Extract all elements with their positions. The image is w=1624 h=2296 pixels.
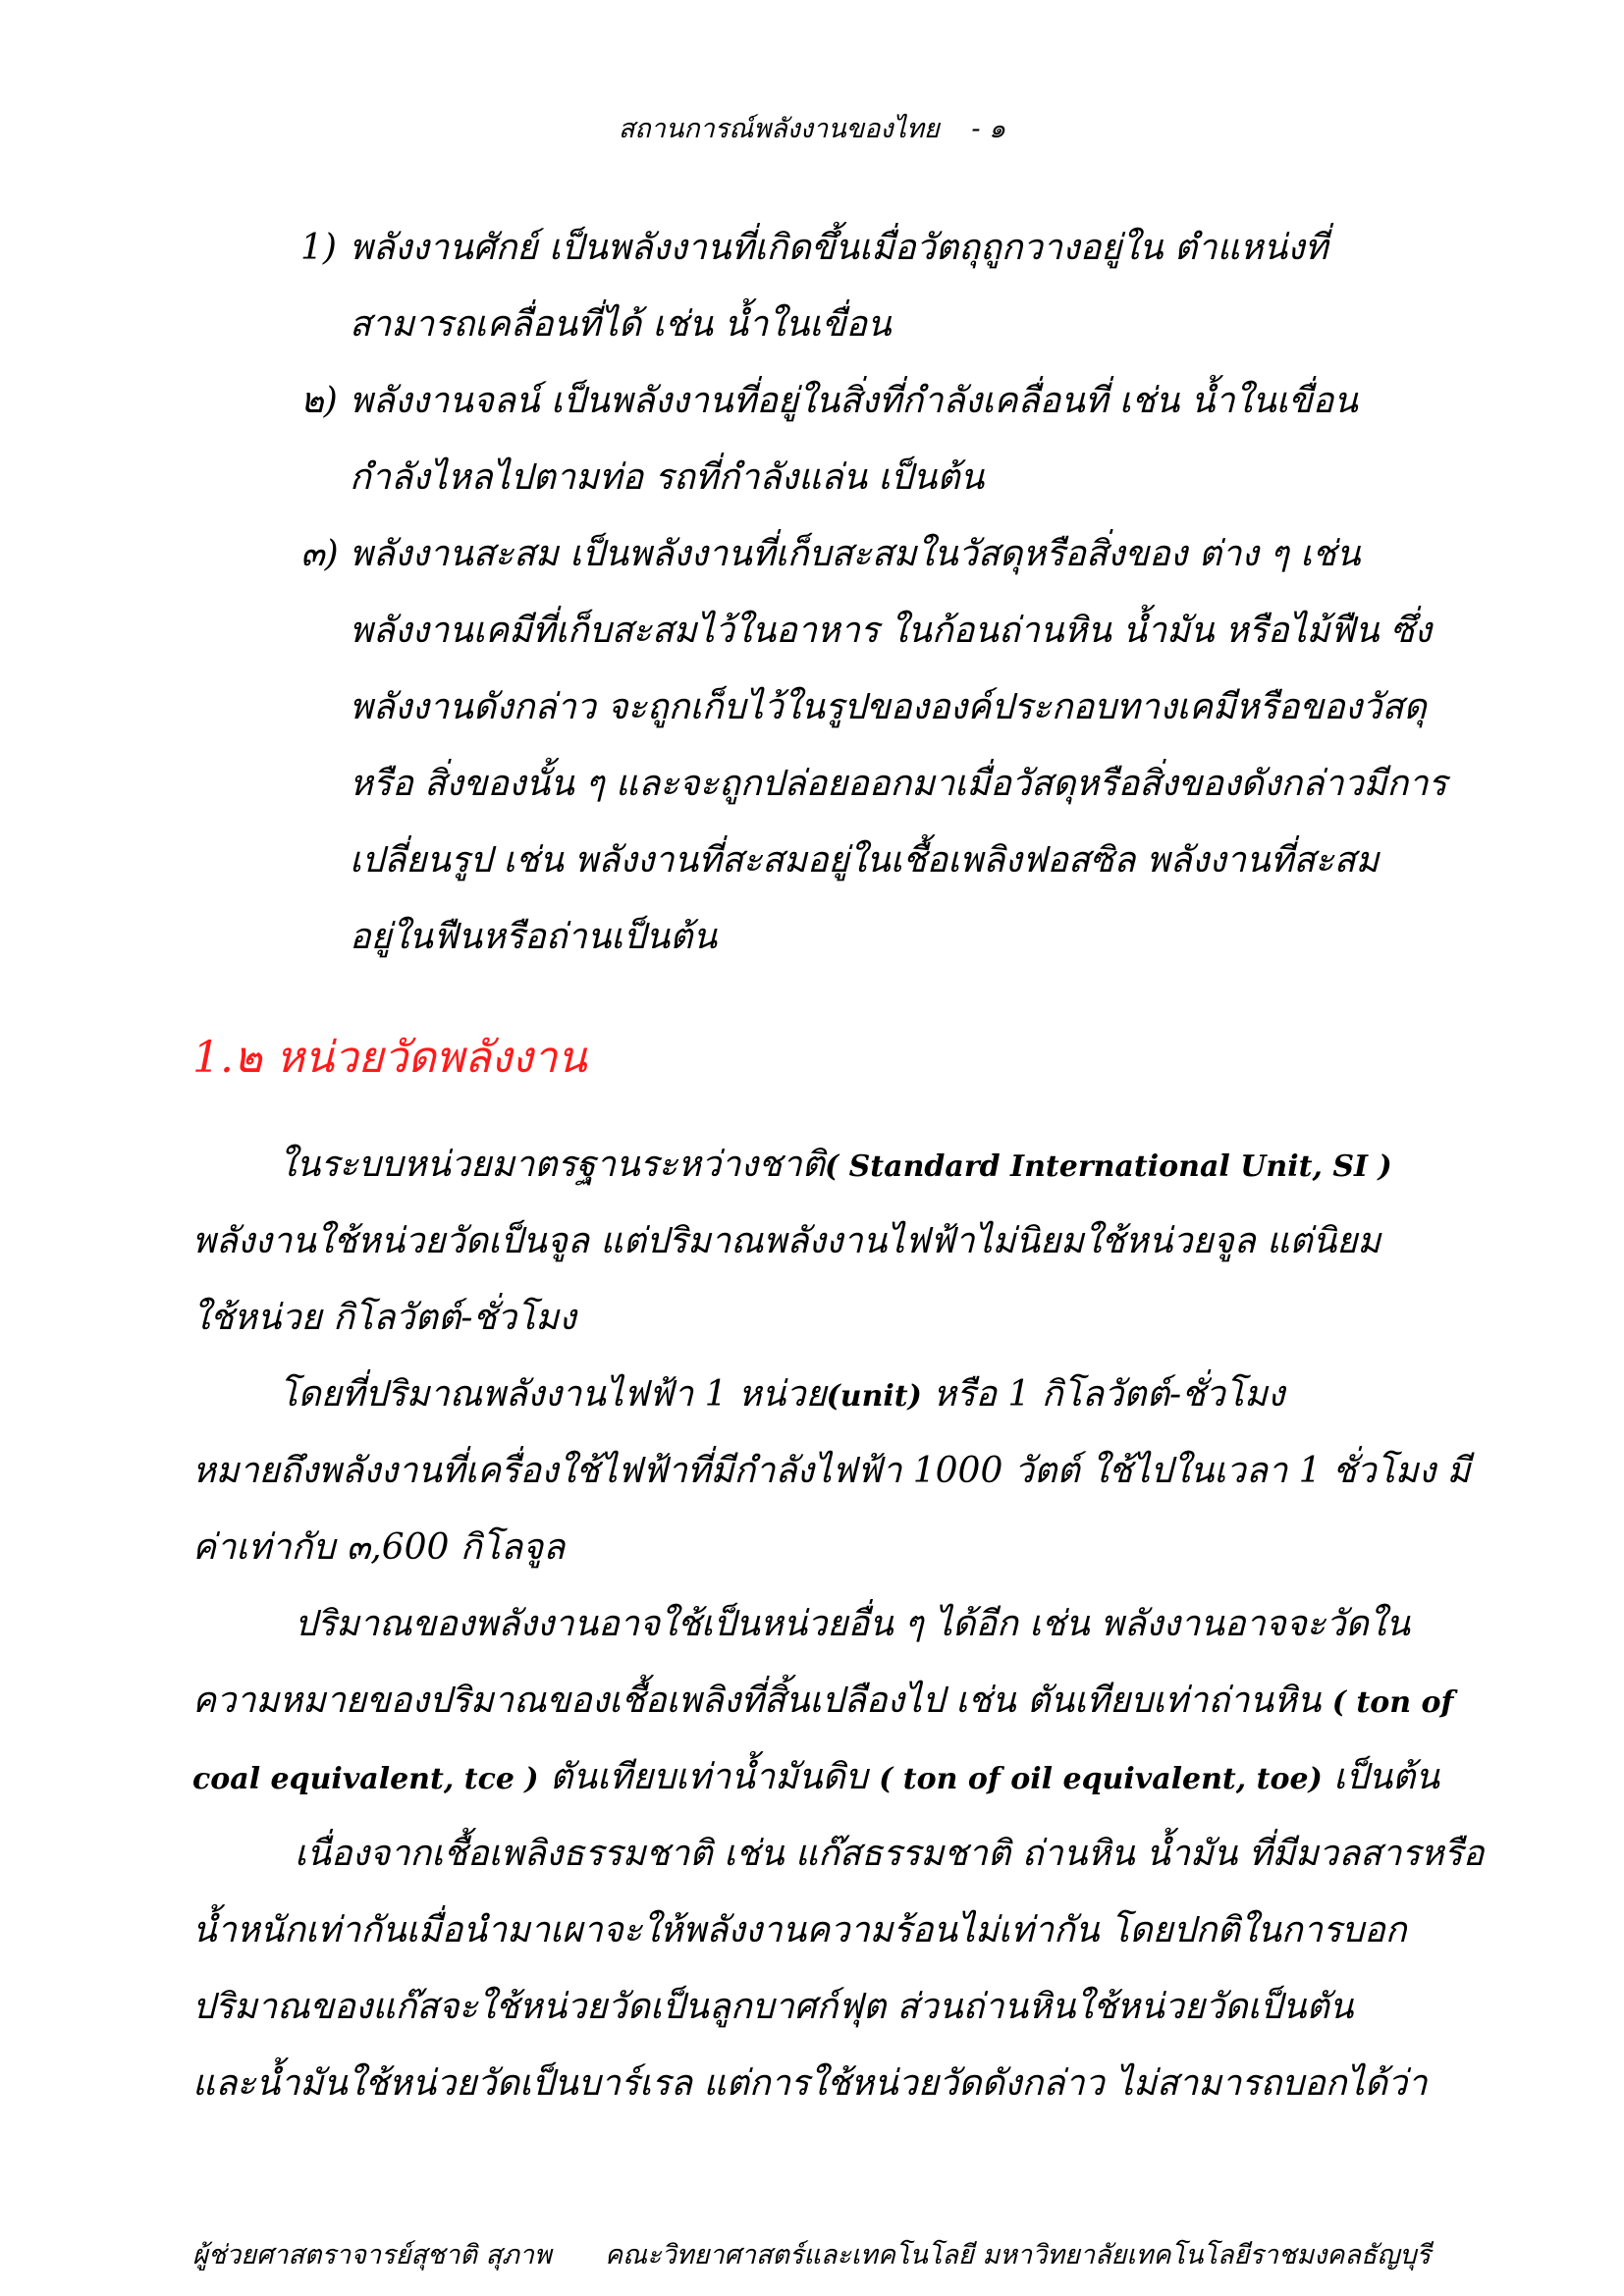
list-text: อยู่ในฟืนหรือถ่านเป็นต้น xyxy=(350,917,718,957)
paragraph-text: ปริมาณของแก๊สจะใช้หน่วยวัดเป็นลูกบาศก์ฟุต ส่วนถ่านหินใช้หน่วยวัดเป็นตัน xyxy=(192,1987,1354,2027)
footer-author: ผู้ช่วยศาสตราจารย์สุชาติ สุภาพ xyxy=(192,2240,552,2270)
paragraph-text: ปริมาณของพลังงานอาจใช้เป็นหน่วยอื่น ๆ ได้อีก เช่น พลังงานอาจจะวัดใน xyxy=(295,1604,1410,1644)
list-text: สามารถเคลื่อนที่ได้ เช่น น้ำในเขื่อน xyxy=(350,304,892,345)
latin-term: ( ton of oil equivalent, toe) xyxy=(879,1762,1323,1796)
list-item xyxy=(192,210,1485,363)
section-heading: 1.๒ หน่วยวัดพลังงาน xyxy=(192,1033,587,1083)
paragraph-text: ใช้หน่วย กิโลวัตต์-ชั่วโมง xyxy=(192,1298,576,1338)
header-title: สถานการณ์พลังงานของไทย xyxy=(618,114,940,144)
paragraph-text: ตันเทียบเท่าน้ำมันดิบ xyxy=(550,1757,868,1797)
page-number: - ๑ xyxy=(971,114,1006,144)
running-footer xyxy=(192,2236,1485,2275)
paragraph-text: พลังงานใช้หน่วยวัดเป็นจูล แต่ปริมาณพลังงานไฟฟ้าไม่นิยมใช้หน่วยจูล แต่นิยม xyxy=(192,1221,1381,1261)
list-text: พลังงานจลน์ เป็นพลังงานที่อยู่ในสิ่งที่กำลังเคลื่อนที่ เช่น น้ำในเขื่อน xyxy=(350,381,1358,421)
list-text: พลังงานดังกล่าว จะถูกเก็บไว้ในรูปขององค์ประกอบทางเคมีหรือของวัสดุ xyxy=(350,687,1427,727)
paragraph-text: เป็นต้น xyxy=(1333,1757,1440,1797)
paragraph xyxy=(192,1586,1485,1816)
paragraph-text: ในระบบหน่วยมาตรฐานระหว่างชาติ xyxy=(279,1145,825,1185)
paragraph-text: น้ำหนักเท่ากันเมื่อนำมาเผาจะให้พลังงานความร้อนไม่เท่ากัน โดยปกติในการบอก xyxy=(192,1910,1407,1950)
list-number: ๒) xyxy=(300,381,338,421)
running-header xyxy=(0,110,1624,149)
list-text: พลังงานศักย์ เป็นพลังงานที่เกิดขึ้นเมื่อวัตถุถูกวางอยู่ใน ตำแหน่งที่ xyxy=(350,228,1328,268)
latin-term: (unit) xyxy=(826,1379,922,1414)
list-number: 1) xyxy=(300,228,337,268)
paragraph-text: ค่าเท่ากับ ๓,600 กิโลจูล xyxy=(192,1527,566,1568)
list-text: พลังงานสะสม เป็นพลังงานที่เก็บสะสมในวัสดุหรือสิ่งของ ต่าง ๆ เช่น xyxy=(350,534,1361,574)
page-content xyxy=(192,210,1485,2122)
footer-affiliation: คณะวิทยาศาสตร์และเทคโนโลยี มหาวิทยาลัยเทคโนโลยีราชมงคลธัญบุรี xyxy=(605,2240,1431,2270)
list-text: หรือ สิ่งของนั้น ๆ และจะถูกปล่อยออกมาเมื่อวัสดุหรือสิ่งของดังกล่าวมีการ xyxy=(350,764,1447,804)
latin-term: ( Standard International Unit, SI ) xyxy=(825,1149,1392,1184)
paragraph-text: และน้ำมันใช้หน่วยวัดเป็นบาร์เรล แต่การใช้หน่วยวัดดังกล่าว ไม่สามารถบอกได้ว่า xyxy=(192,2063,1428,2104)
paragraph-text: หมายถึงพลังงานที่เครื่องใช้ไฟฟ้าที่มีกำลังไฟฟ้า 1000 วัตต์ ใช้ไปในเวลา 1 ชั่วโมง มี xyxy=(192,1451,1471,1491)
latin-term: ( ton of xyxy=(1331,1685,1454,1720)
list-text: เปลี่ยนรูป เช่น พลังงานที่สะสมอยู่ในเชื้อเพลิงฟอสซิล พลังงานที่สะสม xyxy=(350,840,1380,881)
paragraph-text: ความหมายของปริมาณของเชื้อเพลิงที่สิ้นเปลืองไป เช่น ตันเทียบเท่าถ่านหิน xyxy=(192,1681,1322,1721)
paragraph-text: หรือ 1 กิโลวัตต์-ชั่วโมง xyxy=(933,1374,1285,1415)
latin-term: coal equivalent, tce ) xyxy=(192,1762,539,1796)
paragraph-text: โดยที่ปริมาณพลังงานไฟฟ้า 1 หน่วย xyxy=(279,1374,827,1415)
paragraph xyxy=(192,1357,1485,1586)
list-number: ๓) xyxy=(300,534,339,574)
list-item xyxy=(192,363,1485,516)
paragraph xyxy=(192,1816,1485,2122)
list-text: พลังงานเคมีที่เก็บสะสมไว้ในอาหาร ในก้อนถ่านหิน น้ำมัน หรือไม้ฟืน ซึ่ง xyxy=(350,611,1432,651)
list-item xyxy=(192,516,1485,976)
paragraph-text: เนื่องจากเชื้อเพลิงธรรมชาติ เช่น แก๊สธรรมชาติ ถ่านหิน น้ำมัน ที่มีมวลสารหรือ xyxy=(295,1834,1485,1874)
paragraph xyxy=(192,1127,1485,1357)
list-text: กำลังไหลไปตามท่อ รถที่กำลังแล่น เป็นต้น xyxy=(350,457,985,498)
